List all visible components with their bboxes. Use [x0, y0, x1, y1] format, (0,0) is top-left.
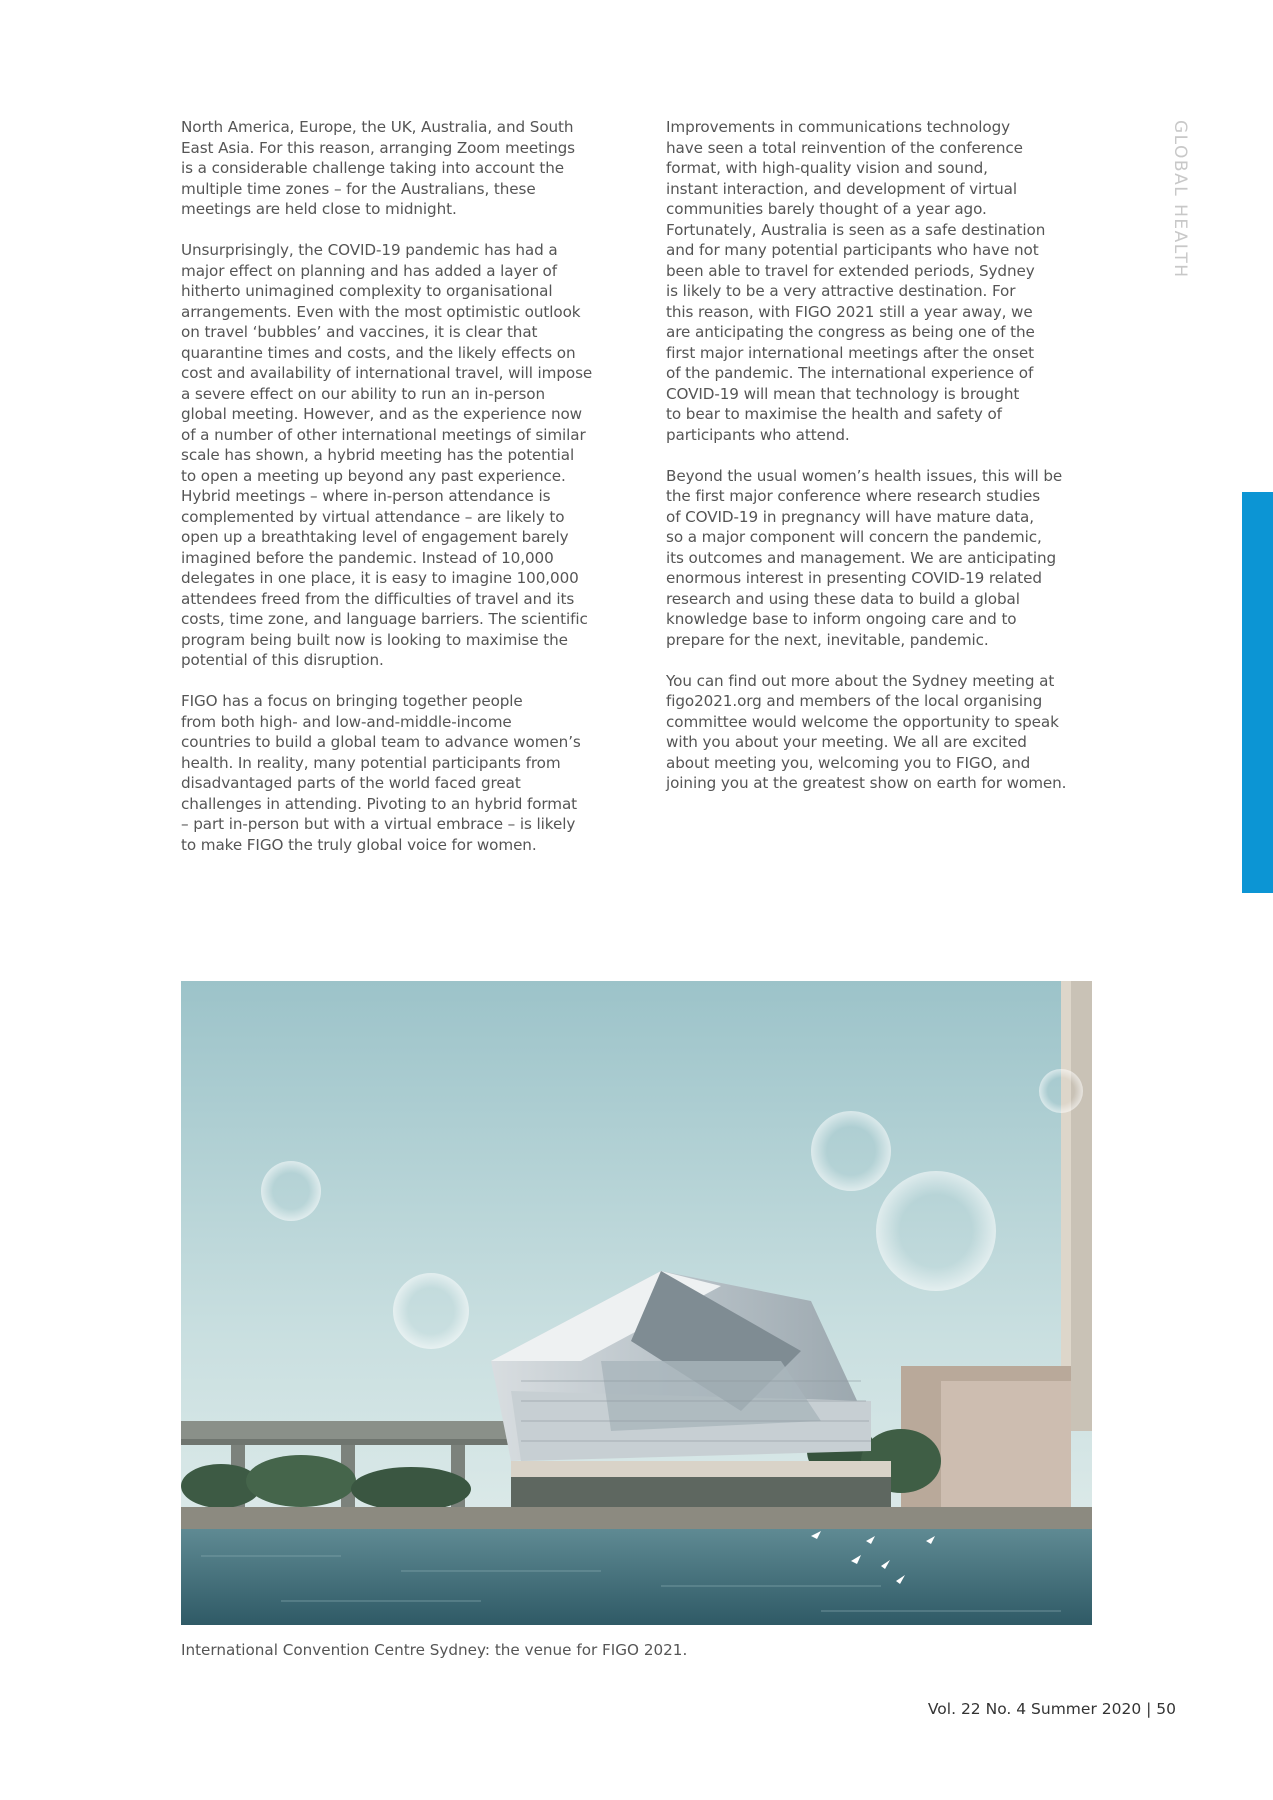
left-paragraph-3: FIGO has a focus on bringing together people from both high- and low-and-middle-income countries to build a global team to advance women’s health. In reality, many potential participants from disadvantaged parts of the world faced great challenges in attending. Pivoting to an hybrid format – part in-person but with a virtual embrace – is likely to make FIGO the truly global voice for women. — [181, 692, 581, 854]
right-column — [666, 117, 1096, 814]
left-column — [181, 117, 611, 876]
right-paragraph-3: You can find out more about the Sydney meeting at figo2021.org and members of the local organising committee would welcome the opportunity to speak with you about your meeting. We all are excited about meeting you, welcoming you to FIGO, and joining you at the greatest show on earth for women. — [666, 671, 1067, 792]
left-paragraph-2: Unsurprisingly, the COVID-19 pandemic has had a major effect on planning and has added a layer of hitherto unimagined complexity to organisational arrangements. Even with the most optimistic outlook on travel ‘bubbles’ and vaccines, it is clear that quarantine times and costs, and the likely effects on cost and availability of international travel, will impose a severe effect on our ability to run an in-person global meeting. However, and as the experience now of a number of other international meetings of similar scale has shown, a hybrid meeting has the potential to open a meeting up beyond any past experience. Hybrid meetings – where in-person attendance is complemented by virtual attendance – are likely to open up a breathtaking level of engagement barely imagined before the pandemic. Instead of 10,000 delegates in one place, it is easy to imagine 100,000 attendees freed from the difficulties of travel and its costs, time zone, and language barriers. The scientific program being built now is looking to maximise the potential of this disruption. — [181, 241, 593, 669]
section-tag: GLOBAL HEALTH — [1170, 120, 1190, 279]
page-footer: Vol. 22 No. 4 Summer 2020 | 50 — [927, 1700, 1176, 1718]
photo-caption: International Convention Centre Sydney: the venue for FIGO 2021. — [181, 1641, 688, 1659]
right-paragraph-2: Beyond the usual women’s health issues, this will be the first major conference where research studies of COVID-19 in pregnancy will have mature data, so a major component will concern the pandemic, its outcomes and management. We are anticipating enormous interest in presenting COVID-19 related research and using these data to build a global knowledge base to inform ongoing care and to prepare for the next, inevitable, pandemic. — [666, 466, 1063, 649]
left-paragraph-1: North America, Europe, the UK, Australia, and South East Asia. For this reason, arranging Zoom meetings is a considerable challenge taking into account the multiple time zones – for the Australians, these meetings are held close to midnight. — [181, 118, 575, 218]
right-paragraph-1: Improvements in communications technology have seen a total reinvention of the conference format, with high-quality vision and sound, instant interaction, and development of virtual communities barely thought of a year ago. Fortunately, Australia is seen as a safe destination and for many potential participants who have not been able to travel for extended periods, Sydney is likely to be a very attractive destination. For this reason, with FIGO 2021 still a year away, we are anticipating the congress as being one of the first major international meetings after the onset of the pandemic. The international experience of COVID-19 will mean that technology is brought to bear to maximise the health and safety of participants who attend. — [666, 118, 1046, 444]
accent-side-bar — [1242, 492, 1273, 893]
convention-centre-photo — [181, 981, 1092, 1625]
